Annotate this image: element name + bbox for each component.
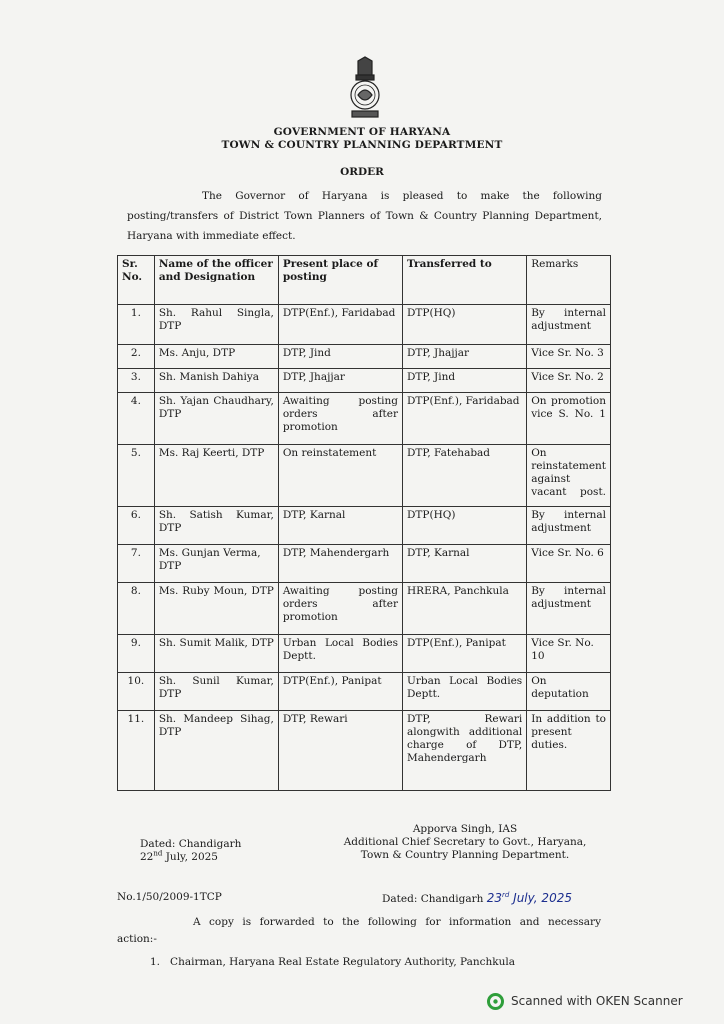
cell-present: Urban Local Bodies Deptt. bbox=[278, 635, 402, 673]
cell-transferred: DTP, Jind bbox=[403, 369, 527, 393]
signatory-name: Apporva Singh, IAS bbox=[412, 823, 518, 835]
intro-line-2: posting/transfers of District Town Planners of Town & Country Planning Department, bbox=[127, 210, 602, 222]
cell-sr: 7. bbox=[118, 545, 155, 583]
cell-sr: 5. bbox=[118, 445, 155, 507]
cell-transferred: DTP(Enf.), Faridabad bbox=[403, 393, 527, 445]
table-row bbox=[118, 711, 611, 791]
signatory-designation: Additional Chief Secretary to Govt., Haryana, bbox=[343, 836, 587, 848]
handwritten-month-year: July, 2025 bbox=[513, 891, 572, 905]
scanner-watermark-text: Scanned with OKEN Scanner bbox=[511, 994, 683, 1008]
signatory-block bbox=[330, 823, 600, 862]
cell-name: Ms. Gunjan Verma, DTP bbox=[154, 545, 278, 583]
cell-remarks: Vice Sr. No. 2 bbox=[527, 369, 611, 393]
cell-transferred: DTP, Fatehabad bbox=[403, 445, 527, 507]
header-present: Present place of posting bbox=[278, 256, 402, 305]
cell-present: Awaiting posting orders after promotion bbox=[278, 583, 402, 635]
cell-name: Sh. Satish Kumar, DTP bbox=[154, 507, 278, 545]
cell-transferred: DTP(Enf.), Panipat bbox=[403, 635, 527, 673]
cell-present: DTP, Jhajjar bbox=[278, 369, 402, 393]
cell-sr: 1. bbox=[118, 305, 155, 345]
cell-remarks: Vice Sr. No. 6 bbox=[527, 545, 611, 583]
table-row bbox=[118, 445, 611, 507]
cell-sr: 6. bbox=[118, 507, 155, 545]
table-row bbox=[118, 673, 611, 711]
copy-line-1: A copy is forwarded to the following for information and necessary bbox=[193, 916, 601, 928]
cell-name: Sh. Mandeep Sihag, DTP bbox=[154, 711, 278, 791]
table-row bbox=[118, 305, 611, 345]
recipient-text: Chairman, Haryana Real Estate Regulatory Authority, Panchkula bbox=[170, 956, 516, 968]
handwritten-date bbox=[487, 891, 572, 905]
cell-remarks: On deputation bbox=[527, 673, 611, 711]
cell-name: Sh. Manish Dahiya bbox=[154, 369, 278, 393]
cell-remarks: Vice Sr. No. 3 bbox=[527, 345, 611, 369]
department-heading: TOWN & COUNTRY PLANNING DEPARTMENT bbox=[221, 139, 503, 151]
cell-sr: 10. bbox=[118, 673, 155, 711]
handwritten-day: 23 bbox=[486, 891, 502, 905]
copy-forward-paragraph bbox=[117, 914, 601, 948]
cell-remarks: In addition to present duties. bbox=[527, 711, 611, 791]
table-row bbox=[118, 345, 611, 369]
cell-present: DTP, Karnal bbox=[278, 507, 402, 545]
cell-name: Sh. Sumit Malik, DTP bbox=[154, 635, 278, 673]
scanner-watermark bbox=[487, 990, 683, 1012]
cell-sr: 11. bbox=[118, 711, 155, 791]
dated-date bbox=[140, 851, 241, 864]
cell-sr: 9. bbox=[118, 635, 155, 673]
cell-name: Sh. Rahul Singla, DTP bbox=[154, 305, 278, 345]
cell-name: Sh. Sunil Kumar, DTP bbox=[154, 673, 278, 711]
cell-sr: 2. bbox=[118, 345, 155, 369]
cell-present: DTP(Enf.), Panipat bbox=[278, 673, 402, 711]
cell-present: DTP, Rewari bbox=[278, 711, 402, 791]
endorsement-dated-label: Dated: Chandigarh bbox=[382, 893, 484, 905]
cell-remarks: By internal adjustment bbox=[527, 305, 611, 345]
handwritten-day-suffix: rd bbox=[502, 891, 510, 899]
oken-scanner-icon bbox=[487, 993, 504, 1010]
cell-remarks: On reinstatement against vacant post. bbox=[527, 445, 611, 507]
cell-present: On reinstatement bbox=[278, 445, 402, 507]
cell-name: Ms. Anju, DTP bbox=[154, 345, 278, 369]
intro-paragraph bbox=[127, 186, 602, 246]
header-remarks: Remarks bbox=[527, 256, 611, 305]
cell-remarks: Vice Sr. No. 10 bbox=[527, 635, 611, 673]
cell-remarks: By internal adjustment bbox=[527, 507, 611, 545]
intro-line-1: The Governor of Haryana is pleased to make the following bbox=[202, 190, 602, 202]
header-transferred: Transferred to bbox=[403, 256, 527, 305]
table-row bbox=[118, 507, 611, 545]
cell-sr: 3. bbox=[118, 369, 155, 393]
signatory-department: Town & Country Planning Department. bbox=[360, 849, 570, 861]
dated-day: 22 bbox=[140, 851, 154, 863]
dated-day-suffix: nd bbox=[153, 849, 163, 858]
dated-label: Dated: Chandigarh bbox=[140, 838, 242, 850]
dated-month-year: July, 2025 bbox=[165, 851, 218, 863]
table-header-row bbox=[118, 256, 611, 305]
cell-transferred: DTP, Jhajjar bbox=[403, 345, 527, 369]
table-row bbox=[118, 545, 611, 583]
cell-transferred: HRERA, Panchkula bbox=[403, 583, 527, 635]
table-row bbox=[118, 369, 611, 393]
reference-number: No.1/50/2009-1TCP bbox=[117, 891, 222, 903]
dated-block bbox=[140, 838, 241, 864]
cell-transferred: Urban Local Bodies Deptt. bbox=[403, 673, 527, 711]
cell-present: DTP, Jind bbox=[278, 345, 402, 369]
cell-present: DTP, Mahendergarh bbox=[278, 545, 402, 583]
recipient-number: 1. bbox=[150, 956, 161, 968]
cell-sr: 4. bbox=[118, 393, 155, 445]
cell-present: Awaiting posting orders after promotion bbox=[278, 393, 402, 445]
transfer-table bbox=[117, 255, 611, 791]
cell-name: Ms. Ruby Moun, DTP bbox=[154, 583, 278, 635]
copy-line-2: action:- bbox=[117, 933, 157, 945]
cell-present: DTP(Enf.), Faridabad bbox=[278, 305, 402, 345]
cell-sr: 8. bbox=[118, 583, 155, 635]
table-row bbox=[118, 393, 611, 445]
header-name: Name of the officer and Designation bbox=[154, 256, 278, 305]
endorsement-date bbox=[382, 891, 572, 905]
cell-remarks: By internal adjustment bbox=[527, 583, 611, 635]
cell-transferred: DTP, Karnal bbox=[403, 545, 527, 583]
table-row bbox=[118, 583, 611, 635]
cell-name: Sh. Yajan Chaudhary, DTP bbox=[154, 393, 278, 445]
list-item bbox=[150, 956, 515, 968]
cell-transferred: DTP, Rewari alongwith additional charge of DTP, Mahendergarh bbox=[403, 711, 527, 791]
intro-line-3: Haryana with immediate effect. bbox=[127, 230, 296, 242]
state-emblem-icon bbox=[346, 55, 384, 121]
cell-remarks: On promotion vice S. No. 1 bbox=[527, 393, 611, 445]
cell-name: Ms. Raj Keerti, DTP bbox=[154, 445, 278, 507]
order-title: ORDER bbox=[340, 166, 384, 178]
table-row bbox=[118, 635, 611, 673]
cell-transferred: DTP(HQ) bbox=[403, 507, 527, 545]
header-sr: Sr. No. bbox=[118, 256, 155, 305]
government-heading: GOVERNMENT OF HARYANA bbox=[273, 126, 451, 138]
cell-transferred: DTP(HQ) bbox=[403, 305, 527, 345]
